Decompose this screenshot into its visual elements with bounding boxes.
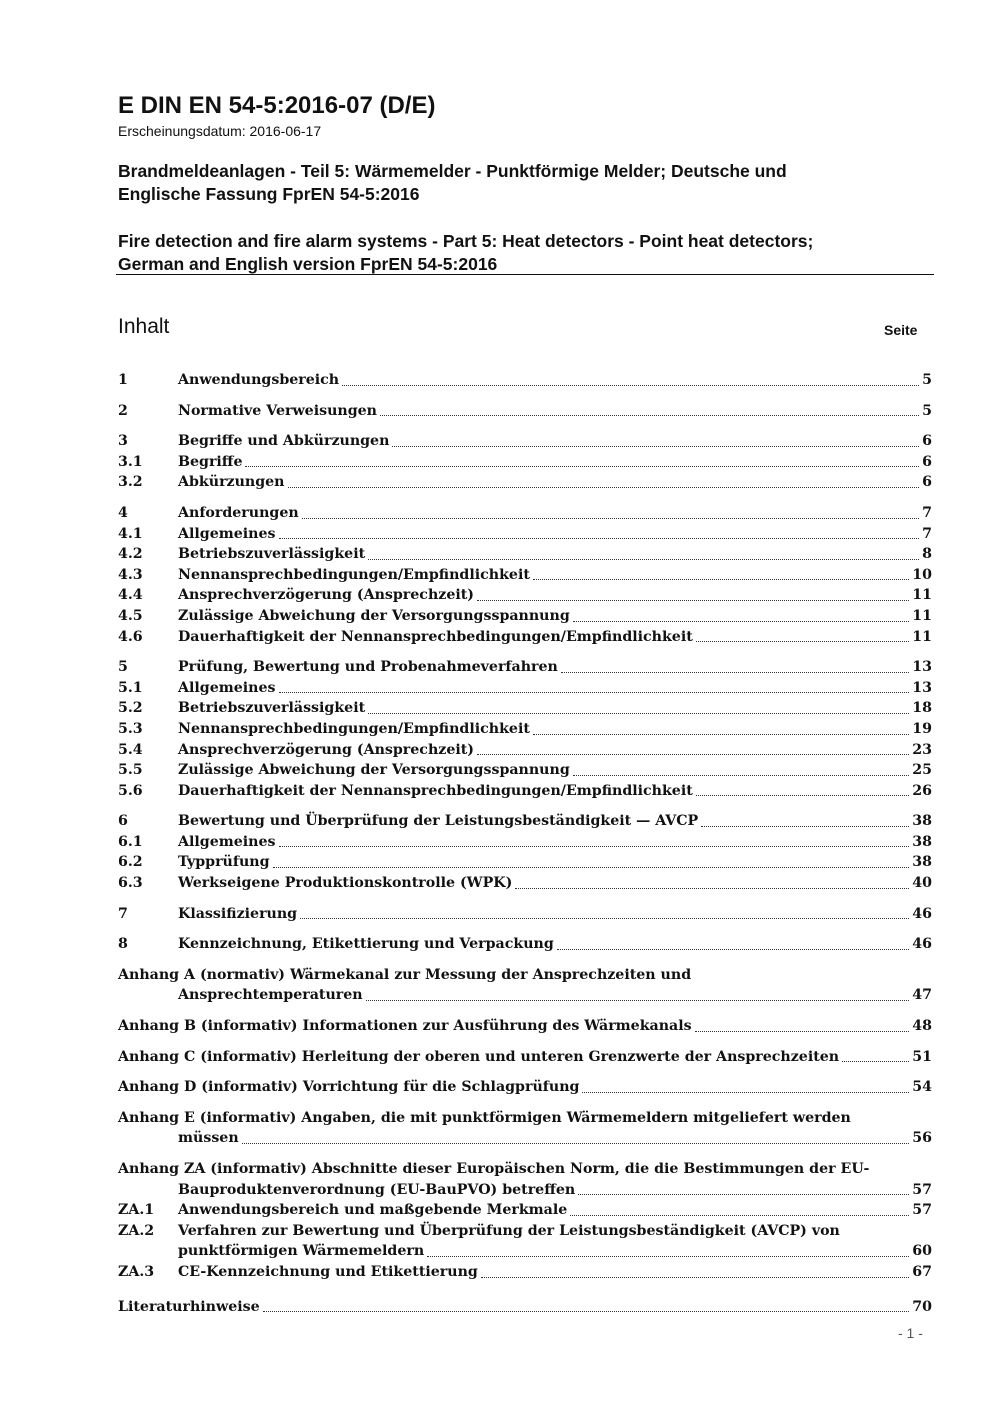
toc-leader-dots: [279, 846, 910, 847]
toc-leader-dots: [481, 1277, 909, 1278]
page-number: - 1 -: [898, 1325, 923, 1341]
toc-entry-title: Prüfung, Bewertung und Probenahmeverfahren: [178, 659, 558, 676]
toc-leader-dots: [477, 600, 909, 601]
toc-entry-title: Nennansprechbedingungen/Empfindlichkeit: [178, 566, 530, 583]
toc-entry[interactable]: [118, 606, 932, 627]
toc-leader-dots: [279, 538, 920, 539]
toc-entry-page: 46: [912, 936, 932, 953]
toc-leader-dots: [302, 518, 919, 519]
toc-entry-number: 1: [118, 372, 128, 388]
toc-leader-dots: [279, 692, 910, 693]
toc-entry[interactable]: [118, 852, 932, 873]
toc-entry-number: 5.6: [118, 782, 143, 799]
toc-leader-dots: [342, 385, 919, 386]
toc-leader-dots: [557, 949, 909, 950]
toc-entry-number: 4.6: [118, 628, 143, 645]
toc-entry[interactable]: [118, 370, 932, 391]
toc-entry-number: 6.1: [118, 833, 143, 850]
toc-entry-title: CE-Kennzeichnung und Etikettierung: [178, 1263, 478, 1280]
toc-entry-number: 6: [118, 813, 128, 830]
toc-entry-title: Ansprechtemperaturen: [178, 987, 363, 1004]
toc-leader-dots: [561, 672, 909, 673]
toc-entry-page: 57: [912, 1181, 932, 1198]
toc-entry-number: 8: [118, 936, 128, 953]
toc-entry-title: Begriffe: [178, 453, 243, 470]
toc-entry[interactable]: [118, 544, 932, 565]
toc-entry-title: Allgemeines: [178, 679, 276, 696]
toc-entry-page: 10: [912, 566, 932, 583]
toc-entry-page: 11: [912, 587, 932, 604]
title-english: [118, 230, 948, 276]
toc-entry-page: 47: [912, 987, 932, 1004]
toc-entry-title: Bewertung und Überprüfung der Leistungsbeständigkeit — AVCP: [178, 813, 699, 830]
toc-annex-za-line-2: [118, 1180, 932, 1201]
title-german: [118, 160, 948, 206]
toc-entry-title: Werkseigene Produktionskontrolle (WPK): [178, 875, 513, 892]
toc-entry[interactable]: [118, 719, 932, 740]
toc-entry-title-line-1: Verfahren zur Bewertung und Überprüfung der Leistungsbeständigkeit (AVCP) von: [178, 1222, 840, 1239]
title-english-line-2: German and English version FprEN 54-5:2016: [118, 254, 498, 274]
toc-entry-page: 6: [922, 433, 932, 450]
toc-annex-za[interactable]: [118, 1159, 932, 1200]
toc-leader-dots: [368, 713, 909, 714]
toc-entry-number: 5.2: [118, 700, 143, 717]
toc-leader-dots: [696, 795, 909, 796]
toc-entry[interactable]: [118, 472, 932, 493]
toc-entry[interactable]: [118, 873, 932, 894]
toc-entry-za1[interactable]: [118, 1200, 932, 1221]
toc-entry-page: 13: [912, 659, 932, 676]
toc-leader-dots: [242, 1143, 910, 1144]
toc-entry-title: Klassifizierung: [178, 905, 298, 922]
toc-entry-page: 56: [912, 1130, 932, 1147]
toc-entry-number: 4.5: [118, 607, 143, 624]
toc-entry-page: 38: [912, 854, 932, 871]
document-title: E DIN EN 54-5:2016-07 (D/E): [118, 92, 436, 119]
toc-entry-page: 60: [912, 1243, 932, 1260]
toc-annex-a-line-1: Anhang A (normativ) Wärmekanal zur Messung der Ansprechzeiten und: [118, 966, 692, 983]
toc-entry[interactable]: [118, 431, 932, 452]
toc-entry-title-line-2: punktförmigen Wärmemeldern: [178, 1243, 425, 1260]
toc-annex-e-line-1: Anhang E (informativ) Angaben, die mit punktförmigen Wärmemeldern mitgeliefert werden: [118, 1109, 851, 1126]
toc-entry-page: 5: [922, 372, 932, 388]
toc-entry[interactable]: [118, 585, 932, 606]
toc-leader-dots: [573, 775, 910, 776]
toc-entry-page: 51: [912, 1048, 932, 1065]
toc-entry-number: 2: [118, 402, 128, 419]
toc-leader-dots: [533, 579, 909, 580]
toc-entry-number: 3.2: [118, 474, 143, 491]
toc-leader-dots: [533, 734, 909, 735]
toc-leader-dots: [515, 888, 909, 889]
toc-leader-dots: [842, 1061, 909, 1062]
toc-entry-title: Zulässige Abweichung der Versorgungsspannung: [178, 607, 570, 624]
toc-entry[interactable]: [118, 740, 932, 761]
toc-entry-page: 70: [912, 1298, 932, 1315]
toc-entry[interactable]: [118, 904, 932, 925]
toc-entry-title: Allgemeines: [178, 833, 276, 850]
toc-entry-number: 4.1: [118, 525, 143, 542]
toc-entry-page: 67: [912, 1263, 932, 1280]
toc-annex-e-line-2: [118, 1128, 932, 1149]
title-german-line-1: Brandmeldeanlagen - Teil 5: Wärmemelder - Punktförmige Melder; Deutsche und: [118, 161, 787, 181]
toc-leader-dots: [573, 621, 910, 622]
toc-leader-dots: [366, 1000, 910, 1001]
toc-entry[interactable]: [118, 503, 932, 524]
table-of-contents: [118, 370, 932, 1317]
toc-entry-page: 7: [922, 525, 932, 542]
toc-leader-dots: [368, 559, 919, 560]
toc-leader-dots: [695, 1031, 910, 1032]
toc-entry[interactable]: [118, 832, 932, 853]
toc-entry[interactable]: [118, 452, 932, 473]
toc-leader-dots: [300, 918, 909, 919]
toc-leader-dots: [427, 1256, 909, 1257]
toc-entry-number: 4: [118, 504, 128, 521]
toc-leader-dots: [288, 487, 920, 488]
toc-leader-dots: [477, 754, 909, 755]
toc-leader-dots: [273, 867, 910, 868]
toc-annex-b[interactable]: [118, 1016, 932, 1037]
toc-entry-title: Begriffe und Abkürzungen: [178, 433, 390, 450]
toc-entry-number: 6.3: [118, 875, 143, 892]
toc-leader-dots: [263, 1311, 910, 1312]
toc-entry-title: Anforderungen: [178, 504, 299, 521]
toc-entry-page: 6: [922, 474, 932, 491]
toc-entry[interactable]: [118, 698, 932, 719]
toc-entry-number: 5.3: [118, 720, 143, 737]
toc-entry-page: 38: [912, 833, 932, 850]
toc-entry[interactable]: [118, 678, 932, 699]
toc-entry-number: ZA.1: [118, 1202, 155, 1219]
toc-entry-page: 54: [912, 1079, 932, 1096]
toc-entry-number: 3: [118, 433, 128, 450]
toc-entry[interactable]: [118, 627, 932, 648]
toc-entry-title: Anwendungsbereich und maßgebende Merkmale: [178, 1202, 568, 1219]
toc-entry-title: Zulässige Abweichung der Versorgungsspannung: [178, 762, 570, 779]
toc-entry[interactable]: [118, 565, 932, 586]
toc-annex-a[interactable]: [118, 965, 932, 1006]
toc-leader-dots: [380, 415, 919, 416]
publication-date: Erscheinungsdatum: 2016-06-17: [118, 123, 322, 139]
toc-leader-dots: [578, 1194, 909, 1195]
toc-entry-title: Dauerhaftigkeit der Nennansprechbedingungen/Empfindlichkeit: [178, 782, 693, 799]
toc-entry-number: 3.1: [118, 453, 143, 470]
toc-annex-d[interactable]: [118, 1077, 932, 1098]
toc-entry-title: Bauproduktenverordnung (EU-BauPVO) betreffen: [178, 1181, 576, 1198]
title-divider: [116, 274, 934, 275]
toc-entry-number: 4.3: [118, 566, 143, 583]
toc-entry-page: 48: [912, 1018, 932, 1035]
toc-entry-number: 6.2: [118, 854, 143, 871]
toc-bibliography[interactable]: [118, 1297, 932, 1318]
toc-entry-number: 5: [118, 659, 128, 676]
toc-entry-page: 6: [922, 453, 932, 470]
toc-entry-za2[interactable]: [118, 1221, 932, 1262]
toc-entry-title: Normative Verweisungen: [178, 402, 377, 419]
toc-entry-number: 7: [118, 905, 128, 922]
toc-entry-page: 26: [912, 782, 932, 799]
toc-entry-za2-line-2: [118, 1241, 932, 1262]
toc-entry-title: Kennzeichnung, Etikettierung und Verpackung: [178, 936, 554, 953]
toc-entry-title: müssen: [178, 1130, 239, 1147]
toc-entry[interactable]: [118, 934, 932, 955]
toc-entry-page: 57: [912, 1202, 932, 1219]
toc-entry-number: 5.4: [118, 741, 143, 758]
toc-entry-title: Typprüfung: [178, 854, 270, 871]
title-german-line-2: Englische Fassung FprEN 54-5:2016: [118, 184, 420, 204]
toc-annex-za-line-1: Anhang ZA (informativ) Abschnitte dieser Europäischen Norm, die die Bestimmungen der EU-: [118, 1161, 870, 1177]
toc-leader-dots: [392, 446, 919, 447]
toc-annex-e[interactable]: [118, 1108, 932, 1149]
toc-leader-dots: [570, 1215, 909, 1216]
toc-entry-page: 19: [912, 720, 932, 737]
toc-entry-page: 11: [912, 628, 932, 645]
toc-entry[interactable]: [118, 524, 932, 545]
toc-entry-number: 5.5: [118, 762, 143, 779]
toc-entry-number: 5.1: [118, 679, 143, 696]
toc-page-label: Seite: [884, 322, 918, 338]
toc-entry-number: 4.2: [118, 546, 143, 563]
toc-entry-title: Anwendungsbereich: [178, 372, 340, 388]
toc-entry-page: 38: [912, 813, 932, 830]
title-english-line-1: Fire detection and fire alarm systems - Part 5: Heat detectors - Point heat detectors;: [118, 231, 814, 251]
toc-leader-dots: [701, 826, 909, 827]
toc-entry[interactable]: [118, 781, 932, 802]
toc-entry-za3[interactable]: [118, 1262, 932, 1283]
toc-entry-title: Literaturhinweise: [118, 1298, 260, 1315]
toc-entry-title: Betriebszuverlässigkeit: [178, 700, 366, 717]
toc-entry-title: Ansprechverzögerung (Ansprechzeit): [178, 587, 474, 604]
toc-annex-a-line-2: [118, 985, 932, 1006]
toc-entry-title: Dauerhaftigkeit der Nennansprechbedingungen/Empfindlichkeit: [178, 628, 693, 645]
toc-entry[interactable]: [118, 657, 932, 678]
toc-entry-number: 4.4: [118, 587, 143, 604]
toc-entry[interactable]: [118, 760, 932, 781]
toc-entry-title: Anhang B (informativ) Informationen zur Ausführung des Wärmekanals: [118, 1018, 692, 1035]
toc-entry-title: Abkürzungen: [178, 474, 285, 491]
toc-heading: Inhalt: [118, 315, 170, 338]
toc-entry-title: Anhang D (informativ) Vorrichtung für die Schlagprüfung: [118, 1079, 580, 1096]
toc-entry-title: Ansprechverzögerung (Ansprechzeit): [178, 741, 474, 758]
toc-entry-page: 23: [912, 741, 932, 758]
toc-leader-dots: [582, 1092, 909, 1093]
toc-entry-number: ZA.3: [118, 1263, 155, 1280]
toc-entry-page: 40: [912, 875, 932, 892]
toc-leader-dots: [696, 641, 909, 642]
toc-entry-page: 46: [912, 905, 932, 922]
toc-entry-title: Anhang C (informativ) Herleitung der oberen und unteren Grenzwerte der Ansprechzeiten: [118, 1048, 840, 1065]
toc-leader-dots: [245, 466, 919, 467]
toc-entry-page: 13: [912, 679, 932, 696]
toc-entry-page: 5: [922, 402, 932, 419]
toc-entry[interactable]: [118, 811, 932, 832]
toc-entry-title: Betriebszuverlässigkeit: [178, 546, 366, 563]
toc-entry-title: Allgemeines: [178, 525, 276, 542]
toc-entry-page: 25: [912, 762, 932, 779]
toc-entry-title: Nennansprechbedingungen/Empfindlichkeit: [178, 720, 530, 737]
toc-entry[interactable]: [118, 401, 932, 422]
toc-entry-page: 18: [912, 700, 932, 717]
toc-annex-c[interactable]: [118, 1047, 932, 1068]
toc-entry-page: 8: [922, 546, 932, 563]
toc-entry-page: 11: [912, 607, 932, 624]
toc-entry-number: ZA.2: [118, 1222, 155, 1239]
toc-entry-page: 7: [922, 504, 932, 521]
